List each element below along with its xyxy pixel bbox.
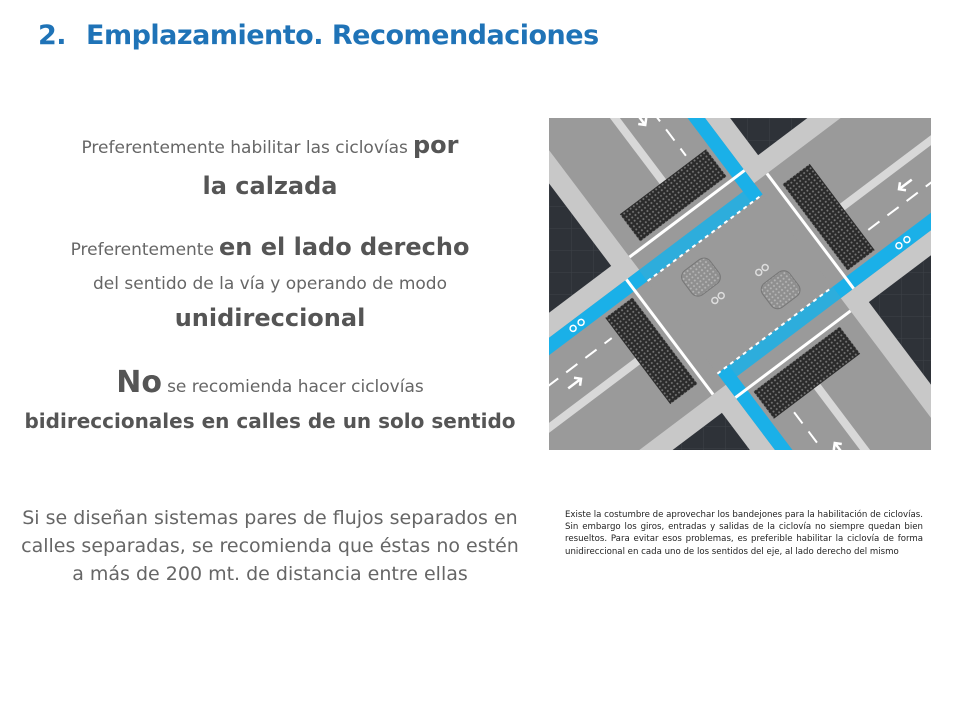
intersection-plan: [549, 118, 931, 450]
rec2-bold-a: en el lado derecho: [219, 233, 470, 261]
recommendation-4: Si se diseñan sistemas pares de flujos separados en calles separadas, se recomienda que éstas no estén a más de 200 mt. de distancia entre ellas: [21, 507, 519, 585]
rec2-bold-b: unidireccional: [174, 304, 366, 332]
rec1-bold-b: la calzada: [202, 172, 338, 200]
rec3-no: No: [116, 365, 162, 400]
title-text: Emplazamiento. Recomendaciones: [86, 20, 599, 51]
rec3-text: se recomienda hacer ciclovías: [167, 377, 424, 397]
rec1-bold-a: por: [412, 131, 459, 159]
rec1-text: Preferentemente habilitar las ciclovías: [81, 138, 408, 158]
rec2-text-b: del sentido de la vía y operando de modo: [93, 274, 447, 294]
section-number: 2.: [38, 20, 67, 51]
recommendation-3: [20, 364, 520, 436]
page-title: [38, 20, 599, 51]
rec3-bold: bidireccionales en calles de un solo sentido: [24, 409, 516, 433]
recommendation-2: [30, 230, 510, 338]
recommendation-1: [30, 126, 510, 208]
figure-caption: Existe la costumbre de aprovechar los bandejones para la habilitación de ciclovías. Sin embargo los giros, entradas y salidas de la ciclovía no siempre quedan bien resueltos. Para evitar esos problemas, es preferible habilitar la ciclovía de forma unidireccional en cada uno de los sentidos del eje, al lado derecho del mismo: [565, 510, 923, 557]
rec2-text-a: Preferentemente: [70, 240, 214, 260]
